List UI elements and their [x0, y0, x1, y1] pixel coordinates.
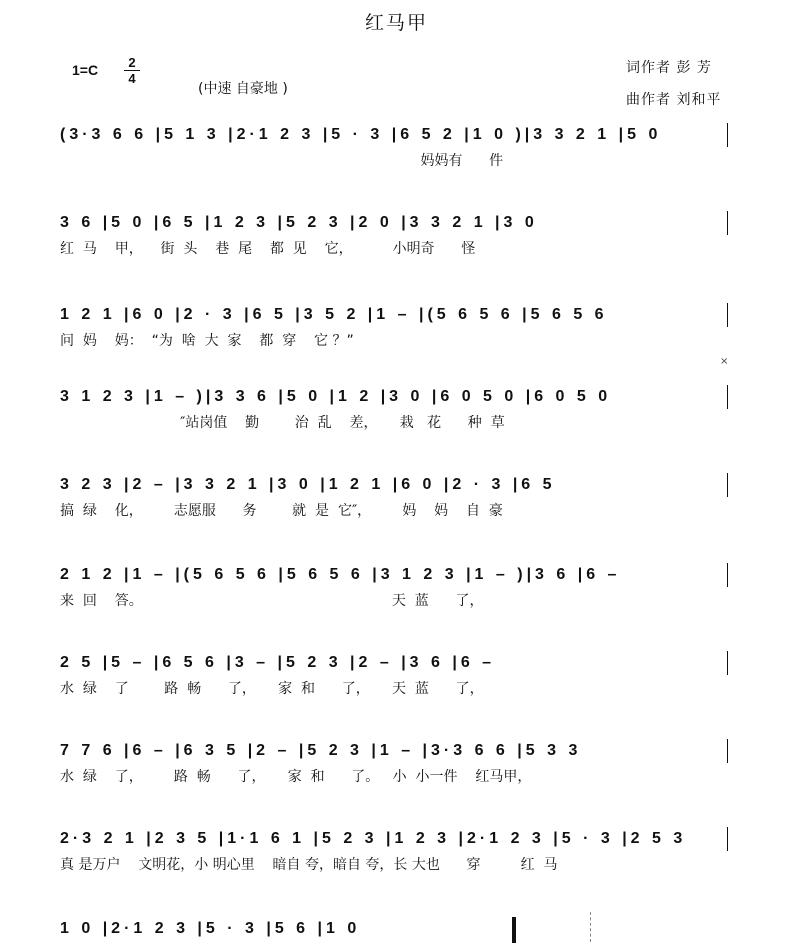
- barline: [727, 303, 728, 327]
- tempo-marking: (中速 自豪地 ): [198, 81, 288, 97]
- score-line: [0, 470, 793, 552]
- barline: [727, 563, 728, 587]
- barline: [727, 739, 728, 763]
- time-numerator: 2: [128, 55, 136, 70]
- song-title: 红马甲: [364, 12, 428, 34]
- score-line: [0, 208, 793, 290]
- key-signature: 1=C: [72, 62, 99, 78]
- lyric-line: 搞 绿 化， 志愿服 务 就 是 它″， 妈 妈 自 豪: [60, 503, 503, 519]
- lyric-line: ″站岗值 勤 治 乱 差， 栽 花 种 草: [60, 415, 505, 431]
- lyric-line: 红 马 甲， 街 头 巷 尾 都 见 它， 小明奇 怪: [60, 241, 476, 257]
- lyric-line: 问 妈 妈： “为 啥 大 家 都 穿 它 ？”: [60, 333, 354, 349]
- composer-credit: 曲作者 刘和平: [626, 92, 722, 108]
- lyric-line: 来 回 答。 天 蓝 了，: [60, 593, 484, 609]
- lyricist-credit: 词作者 彭 芳: [626, 60, 712, 76]
- close-icon: ×: [720, 356, 729, 367]
- notation: 7 7 6 |6 – |6 3 5 |2 – |5 2 3 |1 – |3·3 6 6 |5 3 3: [60, 742, 582, 759]
- notation: 2 5 |5 – |6 5 6 |3 – |5 2 3 |2 – |3 6 |6 –: [60, 654, 496, 671]
- lyric-line: 水 绿 了 路 畅 了， 家 和 了， 天 蓝 了，: [60, 681, 484, 697]
- score-line: [0, 120, 793, 202]
- barline: [727, 473, 728, 497]
- time-denominator: 4: [128, 71, 136, 86]
- barline: [727, 827, 728, 851]
- barline: [727, 211, 728, 235]
- lyric-line: 真 是万户 文明花，小 明心里 暗自 夸，暗自 夸，长 大也 穿 红 马: [60, 857, 558, 873]
- notation: 2·3 2 1 |2 3 5 |1·1 6 1 |5 2 3 |1 2 3 |2·1 2 3 |5 · 3 |2 5 3: [60, 830, 687, 847]
- final-barline: [512, 917, 516, 943]
- score-line: [0, 736, 793, 818]
- score-line: [0, 382, 793, 464]
- lyric-line: 水 绿 了， 路 畅 了， 家 和 了。 小 小一件 红马甲，: [60, 769, 532, 785]
- notation: (3·3 6 6 |5 1 3 |2·1 2 3 |5 · 3 |6 5 2 |1 0 )|3 3 2 1 |5 0: [60, 126, 662, 143]
- notation: 2 1 2 |1 – |(5 6 5 6 |5 6 5 6 |3 1 2 3 |1 – )|3 6 |6 –: [60, 566, 621, 583]
- score-line: [0, 914, 793, 942]
- barline: [727, 123, 728, 147]
- score-line: [0, 560, 793, 642]
- notation: 3 2 3 |2 – |3 3 2 1 |3 0 |1 2 1 |6 0 |2 · 3 |6 5: [60, 476, 556, 493]
- lyric-line: 妈妈有 件: [60, 153, 504, 169]
- notation: 1 0 |2·1 2 3 |5 · 3 |5 6 |1 0: [60, 920, 361, 937]
- notation: 3 6 |5 0 |6 5 |1 2 3 |5 2 3 |2 0 |3 3 2 1 |3 0: [60, 214, 538, 231]
- score-line: [0, 300, 793, 382]
- notation: 1 2 1 |6 0 |2 · 3 |6 5 |3 5 2 |1 – |(5 6 5 6 |5 6 5 6: [60, 306, 608, 323]
- dashed-divider: [590, 912, 591, 942]
- notation: 3 1 2 3 |1 – )|3 3 6 |5 0 |1 2 |3 0 |6 0 5 0 |6 0 5 0: [60, 388, 612, 405]
- barline: [727, 385, 728, 409]
- score-line: [0, 648, 793, 730]
- score-line: [0, 824, 793, 906]
- barline: [727, 651, 728, 675]
- time-signature: [124, 56, 140, 85]
